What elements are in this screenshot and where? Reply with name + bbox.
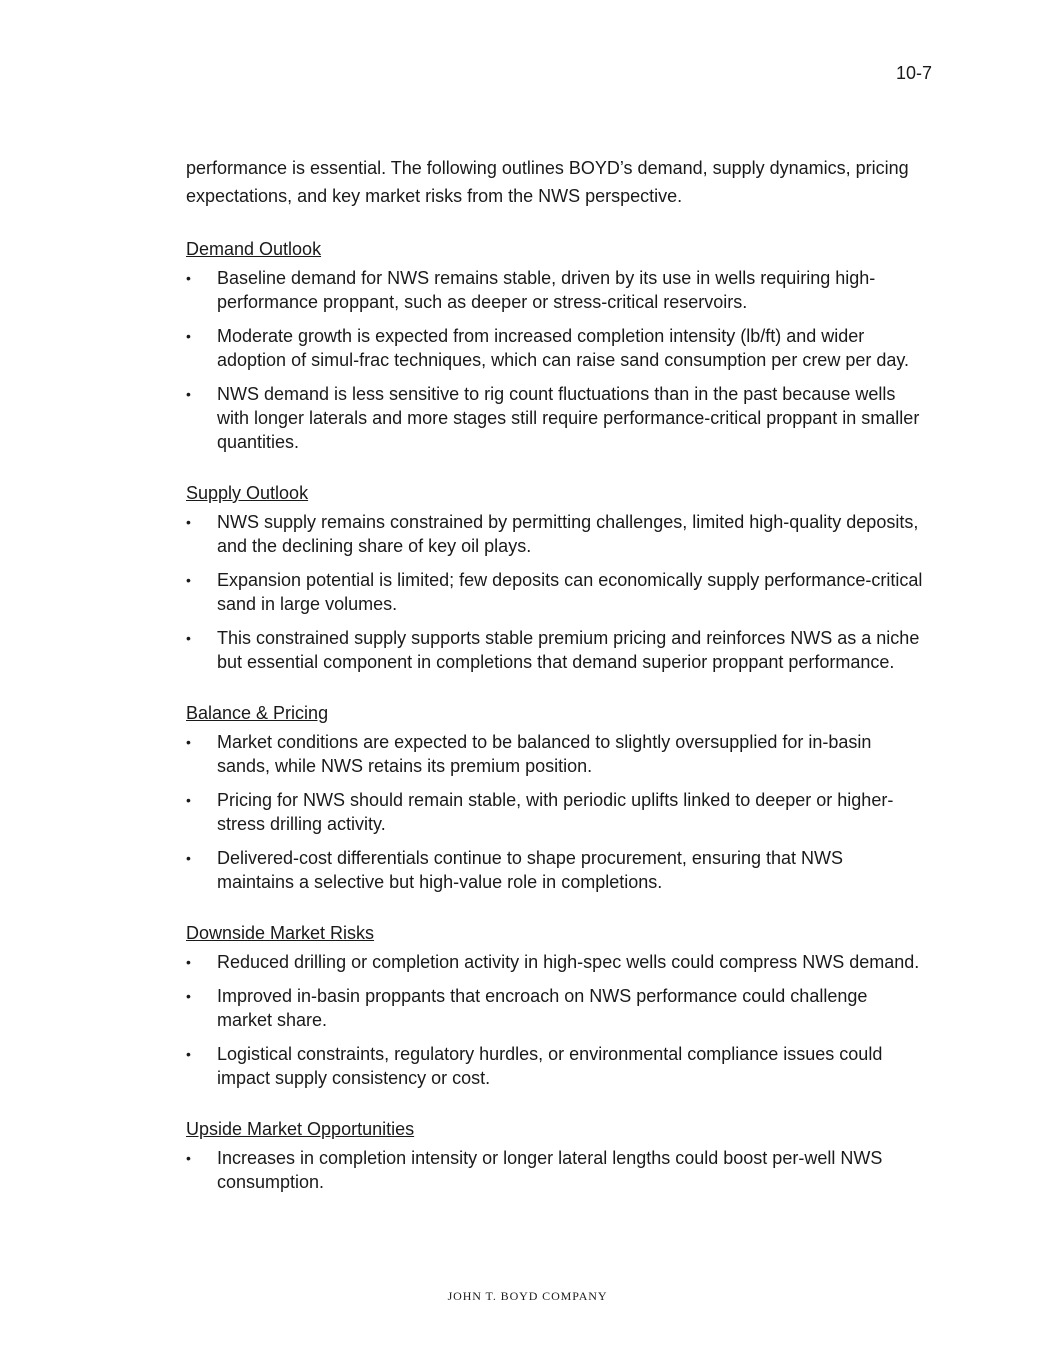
bullet-item [186,510,924,558]
bullet-text: Increases in completion intensity or longer lateral lengths could boost per-well NWS consumption. [217,1148,883,1192]
bullet-dot-icon: • [186,954,191,970]
section-heading: Balance & Pricing [186,703,329,723]
bullet-text: Reduced drilling or completion activity in high-spec wells could compress NWS demand. [217,952,920,972]
bullet-dot-icon: • [186,792,191,808]
page-number: 10-7 [895,63,932,83]
section-heading: Supply Outlook [186,483,309,503]
bullet-list [186,510,924,674]
bullet-dot-icon: • [186,514,191,530]
section [186,237,924,454]
bullet-item [186,788,924,836]
bullet-item [186,846,924,894]
bullet-list [186,950,924,1090]
bullet-item [186,1042,924,1090]
bullet-text: Improved in-basin proppants that encroach on NWS performance could challenge market share. [217,986,868,1030]
bullet-item [186,730,924,778]
bullet-item [186,984,924,1032]
bullet-text: Expansion potential is limited; few deposits can economically supply performance-critical sand in large volumes. [217,570,923,614]
bullet-item [186,324,924,372]
bullet-dot-icon: • [186,850,191,866]
bullet-item [186,266,924,314]
bullet-text: NWS demand is less sensitive to rig count fluctuations than in the past because wells with longer laterals and more stages still require performance-critical proppant in smaller quantities. [217,384,920,452]
footer-company-name: JOHN T. BOYD COMPANY [447,1289,608,1303]
bullet-dot-icon: • [186,328,191,344]
sections-container [186,237,924,1194]
bullet-text: Delivered-cost differentials continue to shape procurement, ensuring that NWS maintains a selective but high-value role in completions. [217,848,843,892]
bullet-dot-icon: • [186,1150,191,1166]
bullet-dot-icon: • [186,734,191,750]
section [186,481,924,674]
section-heading: Upside Market Opportunities [186,1119,415,1139]
bullet-list [186,730,924,894]
bullet-list [186,1146,924,1194]
bullet-text: Market conditions are expected to be balanced to slightly oversupplied for in-basin sands, while NWS retains its premium position. [217,732,872,776]
bullet-item [186,950,924,974]
bullet-dot-icon: • [186,1046,191,1062]
bullet-item [186,382,924,454]
section [186,701,924,894]
bullet-text: Logistical constraints, regulatory hurdles, or environmental compliance issues could impact supply consistency or cost. [217,1044,883,1088]
bullet-dot-icon: • [186,572,191,588]
bullet-item [186,626,924,674]
intro-paragraph: performance is essential. The following outlines BOYD’s demand, supply dynamics, pricing expectations, and key market risks from the NWS perspective. [186,158,909,206]
bullet-dot-icon: • [186,386,191,402]
section-heading: Downside Market Risks [186,923,375,943]
document-body [186,154,924,1194]
section [186,921,924,1090]
section-heading: Demand Outlook [186,239,322,259]
bullet-dot-icon: • [186,270,191,286]
bullet-text: NWS supply remains constrained by permitting challenges, limited high-quality deposits, and the declining share of key oil plays. [217,512,919,556]
bullet-item [186,1146,924,1194]
bullet-text: This constrained supply supports stable premium pricing and reinforces NWS as a niche but essential component in completions that demand superior proppant performance. [217,628,920,672]
section [186,1117,924,1194]
bullet-dot-icon: • [186,630,191,646]
bullet-list [186,266,924,454]
bullet-text: Pricing for NWS should remain stable, with periodic uplifts linked to deeper or higher-stress drilling activity. [217,790,894,834]
bullet-text: Moderate growth is expected from increased completion intensity (lb/ft) and wider adoption of simul-frac techniques, which can raise sand consumption per crew per day. [217,326,910,370]
bullet-text: Baseline demand for NWS remains stable, driven by its use in wells requiring high-performance proppant, such as deeper or stress-critical reservoirs. [217,268,876,312]
bullet-dot-icon: • [186,988,191,1004]
bullet-item [186,568,924,616]
